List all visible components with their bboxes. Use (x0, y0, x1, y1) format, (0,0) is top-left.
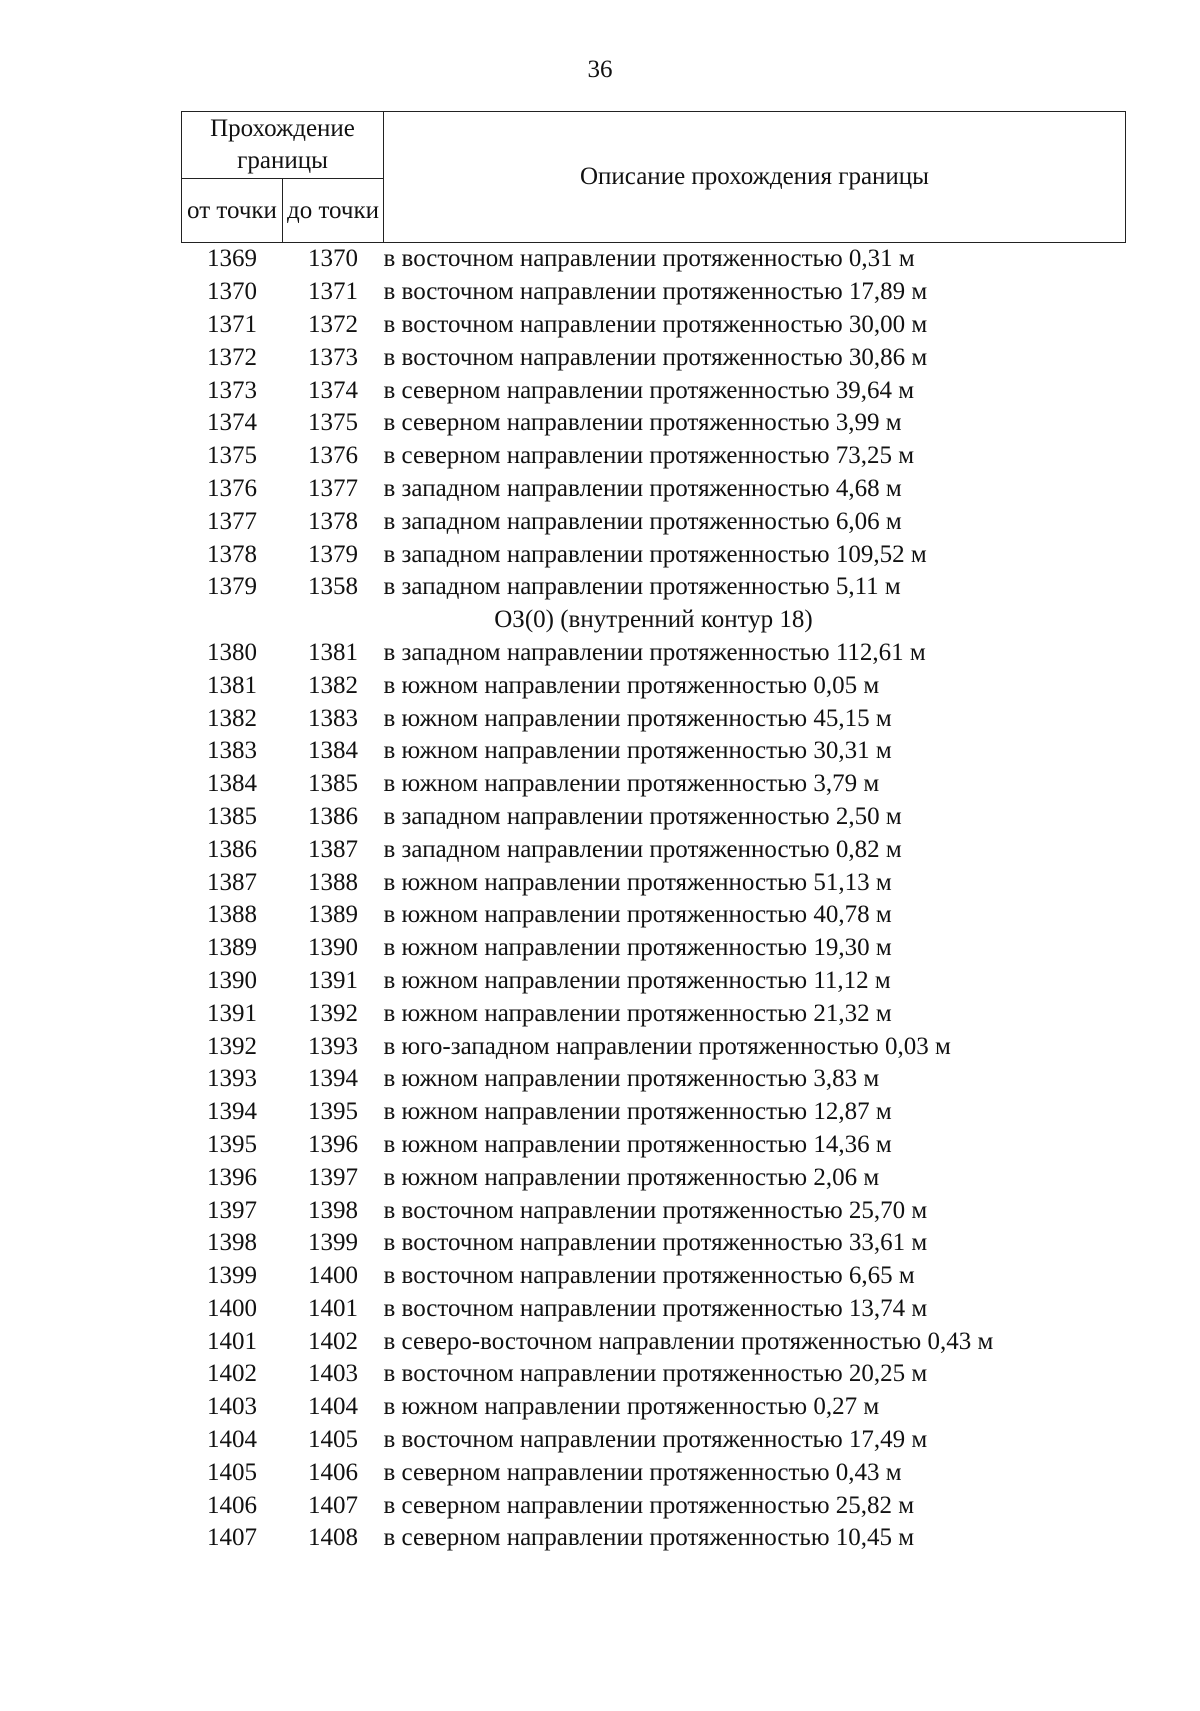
description-cell: в южном направлении протяженностью 45,15 м (383, 704, 892, 732)
table-row (182, 1194, 1126, 1227)
boundary-table (181, 111, 1126, 1555)
section-row (182, 604, 1126, 637)
description-cell: в северном направлении протяженностью 0,43 м (383, 1458, 902, 1486)
table-row (182, 1424, 1126, 1457)
description-cell: в восточном направлении протяженностью 30,00 м (383, 310, 928, 338)
from-point-cell: 1397 (207, 1196, 257, 1224)
table-row (182, 997, 1126, 1030)
table-row (182, 965, 1126, 998)
to-point-cell: 1385 (308, 770, 358, 798)
header-description: Описание прохождения границы (384, 112, 1126, 243)
table-row (182, 1030, 1126, 1063)
table-row (182, 1489, 1126, 1522)
description-cell: в северном направлении протяженностью 10,45 м (383, 1524, 915, 1552)
description-cell: в западном направлении протяженностью 0,82 м (383, 835, 902, 863)
description-cell: в восточном направлении протяженностью 6,65 м (383, 1262, 915, 1290)
to-point-cell: 1404 (308, 1393, 358, 1421)
from-point-cell: 1375 (207, 442, 257, 470)
from-point-cell: 1390 (207, 966, 257, 994)
to-point-cell: 1399 (308, 1229, 358, 1257)
header-to-point: до точки (283, 179, 384, 243)
description-cell: в западном направлении протяженностью 112,61 м (383, 638, 926, 666)
to-point-cell: 1388 (308, 868, 358, 896)
to-point-cell: 1405 (308, 1426, 358, 1454)
table-row (182, 735, 1126, 768)
from-point-cell: 1376 (207, 474, 257, 502)
to-point-cell: 1383 (308, 704, 358, 732)
to-point-cell: 1389 (308, 901, 358, 929)
table-row (182, 1063, 1126, 1096)
from-point-cell: 1396 (207, 1163, 257, 1191)
description-cell: в восточном направлении протяженностью 33,61 м (383, 1229, 928, 1257)
from-point-cell: 1407 (207, 1524, 257, 1552)
description-cell: в восточном направлении протяженностью 17,89 м (383, 278, 928, 306)
to-point-cell: 1397 (308, 1163, 358, 1191)
description-cell: в юго-западном направлении протяженностью 0,03 м (383, 1032, 951, 1060)
to-point-cell: 1358 (308, 573, 358, 601)
table-row (182, 1391, 1126, 1424)
to-point-cell: 1381 (308, 638, 358, 666)
from-point-cell: 1388 (207, 901, 257, 929)
to-point-cell: 1396 (308, 1130, 358, 1158)
from-point-cell: 1378 (207, 540, 257, 568)
section-heading: ОЗ(0) (внутренний контур 18) (494, 606, 813, 634)
to-point-cell: 1373 (308, 343, 358, 371)
description-cell: в западном направлении протяженностью 2,50 м (383, 802, 902, 830)
from-point-cell: 1384 (207, 770, 257, 798)
from-point-cell: 1372 (207, 343, 257, 371)
table-row (182, 1161, 1126, 1194)
to-point-cell: 1395 (308, 1098, 358, 1126)
from-point-cell: 1382 (207, 704, 257, 732)
table-row (182, 341, 1126, 374)
from-point-cell: 1386 (207, 835, 257, 863)
table-row (182, 1325, 1126, 1358)
to-point-cell: 1371 (308, 278, 358, 306)
table-header (182, 112, 1126, 243)
from-point-cell: 1383 (207, 737, 257, 765)
table-row (182, 637, 1126, 670)
from-point-cell: 1405 (207, 1458, 257, 1486)
table-row (182, 473, 1126, 506)
to-point-cell: 1394 (308, 1065, 358, 1093)
from-point-cell: 1387 (207, 868, 257, 896)
to-point-cell: 1386 (308, 802, 358, 830)
table-row (182, 1358, 1126, 1391)
description-cell: в восточном направлении протяженностью 20,25 м (383, 1360, 928, 1388)
from-point-cell: 1371 (207, 310, 257, 338)
header-from-point: от точки (182, 179, 283, 243)
table-row (182, 571, 1126, 604)
to-point-cell: 1400 (308, 1262, 358, 1290)
description-cell: в западном направлении протяженностью 5,11 м (383, 573, 901, 601)
table-row (182, 768, 1126, 801)
description-cell: в южном направлении протяженностью 3,79 м (383, 770, 880, 798)
table-row (182, 833, 1126, 866)
page-number: 36 (587, 56, 613, 83)
from-point-cell: 1380 (207, 638, 257, 666)
description-cell: в восточном направлении протяженностью 17,49 м (383, 1426, 928, 1454)
description-cell: в северо-восточном направлении протяженностью 0,43 м (383, 1327, 994, 1355)
to-point-cell: 1374 (308, 376, 358, 404)
table-row (182, 1522, 1126, 1555)
to-point-cell: 1407 (308, 1491, 358, 1519)
to-point-cell: 1406 (308, 1458, 358, 1486)
to-point-cell: 1378 (308, 507, 358, 535)
to-point-cell: 1408 (308, 1524, 358, 1552)
from-point-cell: 1393 (207, 1065, 257, 1093)
description-cell: в западном направлении протяженностью 4,68 м (383, 474, 902, 502)
from-point-cell: 1369 (207, 245, 257, 273)
table-row (182, 1260, 1126, 1293)
table-row (182, 505, 1126, 538)
description-cell: в южном направлении протяженностью 3,83 м (383, 1065, 880, 1093)
description-cell: в восточном направлении протяженностью 30,86 м (383, 343, 928, 371)
table-row (182, 932, 1126, 965)
description-cell: в южном направлении протяженностью 0,05 м (383, 671, 880, 699)
description-cell: в южном направлении протяженностью 0,27 м (383, 1393, 880, 1421)
description-cell: в северном направлении протяженностью 39,64 м (383, 376, 915, 404)
from-point-cell: 1389 (207, 934, 257, 962)
to-point-cell: 1401 (308, 1294, 358, 1322)
from-point-cell: 1394 (207, 1098, 257, 1126)
to-point-cell: 1375 (308, 409, 358, 437)
table-row (182, 276, 1126, 309)
to-point-cell: 1370 (308, 245, 358, 273)
to-point-cell: 1372 (308, 310, 358, 338)
description-cell: в северном направлении протяженностью 25,82 м (383, 1491, 915, 1519)
to-point-cell: 1392 (308, 999, 358, 1027)
from-point-cell: 1377 (207, 507, 257, 535)
from-point-cell: 1400 (207, 1294, 257, 1322)
table-row (182, 866, 1126, 899)
to-point-cell: 1391 (308, 966, 358, 994)
description-cell: в южном направлении протяженностью 11,12 м (383, 966, 891, 994)
table-row (182, 899, 1126, 932)
to-point-cell: 1384 (308, 737, 358, 765)
table-row (182, 243, 1126, 276)
from-point-cell: 1395 (207, 1130, 257, 1158)
to-point-cell: 1376 (308, 442, 358, 470)
to-point-cell: 1377 (308, 474, 358, 502)
description-cell: в южном направлении протяженностью 51,13 м (383, 868, 892, 896)
table-row (182, 374, 1126, 407)
from-point-cell: 1379 (207, 573, 257, 601)
description-cell: в южном направлении протяженностью 30,31 м (383, 737, 892, 765)
from-point-cell: 1385 (207, 802, 257, 830)
from-point-cell: 1381 (207, 671, 257, 699)
from-point-cell: 1406 (207, 1491, 257, 1519)
to-point-cell: 1398 (308, 1196, 358, 1224)
to-point-cell: 1403 (308, 1360, 358, 1388)
from-point-cell: 1391 (207, 999, 257, 1027)
to-point-cell: 1387 (308, 835, 358, 863)
table-row (182, 440, 1126, 473)
description-cell: в восточном направлении протяженностью 0,31 м (383, 245, 915, 273)
description-cell: в южном направлении протяженностью 40,78 м (383, 901, 892, 929)
from-point-cell: 1398 (207, 1229, 257, 1257)
from-point-cell: 1401 (207, 1327, 257, 1355)
to-point-cell: 1379 (308, 540, 358, 568)
table-row (182, 309, 1126, 342)
to-point-cell: 1402 (308, 1327, 358, 1355)
description-cell: в северном направлении протяженностью 73,25 м (383, 442, 915, 470)
from-point-cell: 1392 (207, 1032, 257, 1060)
description-cell: в восточном направлении протяженностью 13,74 м (383, 1294, 928, 1322)
from-point-cell: 1373 (207, 376, 257, 404)
table-row (182, 1096, 1126, 1129)
to-point-cell: 1390 (308, 934, 358, 962)
description-cell: в южном направлении протяженностью 2,06 м (383, 1163, 880, 1191)
header-boundary-passage: Прохождение границы (182, 112, 384, 179)
description-cell: в западном направлении протяженностью 109,52 м (383, 540, 927, 568)
to-point-cell: 1382 (308, 671, 358, 699)
table-body (182, 243, 1126, 1555)
table-row (182, 1227, 1126, 1260)
from-point-cell: 1403 (207, 1393, 257, 1421)
description-cell: в южном направлении протяженностью 12,87 м (383, 1098, 892, 1126)
table-row (182, 1456, 1126, 1489)
from-point-cell: 1399 (207, 1262, 257, 1290)
description-cell: в западном направлении протяженностью 6,06 м (383, 507, 902, 535)
from-point-cell: 1404 (207, 1426, 257, 1454)
table-row (182, 407, 1126, 440)
description-cell: в восточном направлении протяженностью 25,70 м (383, 1196, 928, 1224)
table-row (182, 1293, 1126, 1326)
table-row (182, 1129, 1126, 1162)
description-cell: в южном направлении протяженностью 19,30 м (383, 934, 892, 962)
table-row (182, 669, 1126, 702)
to-point-cell: 1393 (308, 1032, 358, 1060)
table-row (182, 801, 1126, 834)
description-cell: в южном направлении протяженностью 14,36 м (383, 1130, 892, 1158)
table-row (182, 538, 1126, 571)
from-point-cell: 1402 (207, 1360, 257, 1388)
table-row (182, 702, 1126, 735)
description-cell: в южном направлении протяженностью 21,32 м (383, 999, 892, 1027)
from-point-cell: 1370 (207, 278, 257, 306)
from-point-cell: 1374 (207, 409, 257, 437)
description-cell: в северном направлении протяженностью 3,99 м (383, 409, 902, 437)
